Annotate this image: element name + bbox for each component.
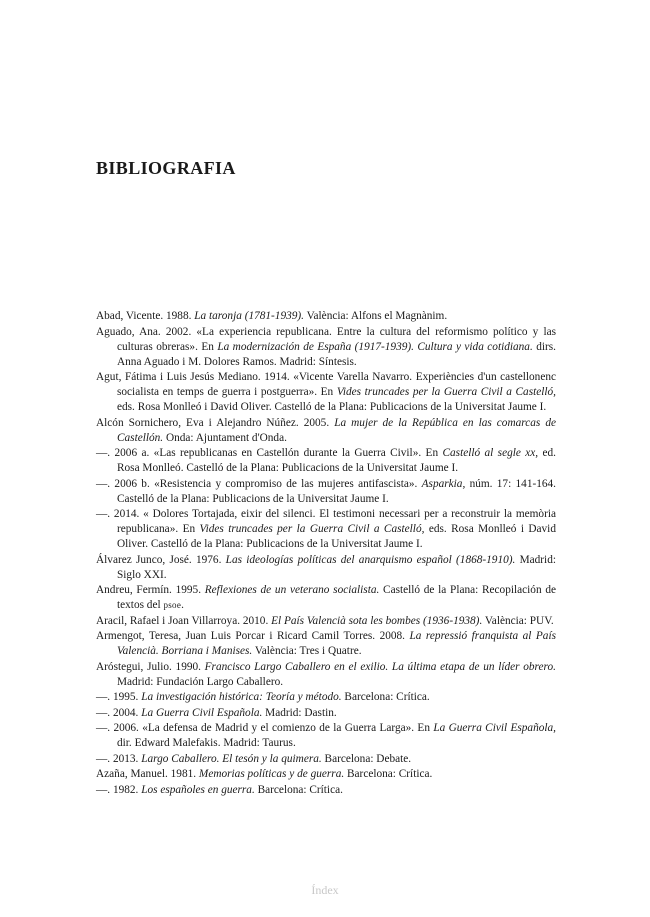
entry-text: —. 2004. [96,706,142,719]
entry-title: Memorias políticas y de guerra. [198,768,345,780]
entry-text: Barcelona: Debate. [321,752,412,765]
entry-text: Barcelona: Crítica. [344,768,433,780]
entry-text: . [181,599,184,611]
entry-text: València: Alfons el Magnànim. [304,310,448,322]
entry-text: eds. Rosa Monlleó i David Oliver. Castelló de la Plana: Publicacions de la Universitat Jaume I. [117,401,547,413]
bibliography-entry [96,706,556,721]
entry-text: —. 1982. [96,783,142,796]
entry-text: dir. Edward Malefakis. Madrid: Taurus. [117,737,296,749]
bibliography-entry [96,507,556,552]
bibliography-entry [96,690,556,705]
index-link[interactable]: Índex [311,883,339,897]
entry-text: dirs. Anna Aguado i M. Dolores Ramos. Madrid: Síntesis. [117,340,556,368]
small-caps-acronym: psoe [163,600,182,610]
entry-title: Vides truncades per la Guerra Civil a Castelló, [199,523,425,535]
entry-text: Madrid: Siglo XXI. [117,553,556,581]
entry-title: La mujer de la República en las comarcas de Castellón. [117,416,556,444]
entry-title: La repressió franquista al País Valencià. Borriana i Manises. [117,630,556,657]
entry-text: València: Tres i Quatre. [252,645,362,657]
bibliography-entry [96,614,556,629]
entry-text: Madrid: Fundación Largo Caballero. [117,675,284,688]
entry-text: Álvarez Junco, José. 1976. [96,553,226,566]
entry-title: Los españoles en guerra. [141,783,255,796]
entry-title: La modernización de España (1917-1939). Cultura y vida cotidiana. [217,340,533,353]
entry-text: núm. 17: 141-164. Castelló de la Plana: Publicacions de la Universitat Jaume I. [117,477,556,505]
bibliography-entry [96,477,556,507]
entry-text: Alcón Sornichero, Eva i Alejandro Núñez. 2005. [96,416,335,429]
entry-text: Azaña, Manuel. 1981. [96,768,199,780]
bibliography-entry [96,325,556,370]
entry-text: —. 2006. «La defensa de Madrid y el comienzo de la Guerra Larga». En [96,722,434,734]
bibliography-entry [96,416,556,446]
entry-text: Aguado, Ana. 2002. «La experiencia republicana. Entre la cultura del reformismo político y las culturas obreras». En [96,325,556,353]
entry-text: Aróstegui, Julio. 1990. [96,660,205,673]
entry-text: —. 2006 a. «Las republicanas en Castellón durante la Guerra Civil». En [96,447,443,459]
bibliography-entry [96,721,556,751]
bibliography-entry [96,446,556,476]
bibliography-entry [96,783,556,798]
entry-title: Francisco Largo Caballero en el exilio. La última etapa de un líder obrero. [204,660,556,673]
entry-text: Aracil, Rafael i Joan Villarroya. 2010. [96,614,272,627]
entry-title: La investigación histórica: Teoría y método. [141,691,342,703]
entry-text: Abad, Vicente. 1988. [96,310,195,322]
entry-title: Castelló al segle xx, [442,447,539,459]
entry-title: Reflexiones de un veterano socialista. [204,584,380,596]
bibliography-entry [96,309,556,324]
entry-text: Onda: Ajuntament d'Onda. [163,431,287,444]
bibliography-entry [96,553,556,583]
entry-text: Barcelona: Crítica. [254,783,343,796]
entry-text: —. 2014. « Dolores Tortajada, eixir del silenci. El testimoni necessari per a reconstruir la memòria republicana». En [96,508,556,535]
entry-text: ed. Rosa Monlleó. Castelló de la Plana: Publicacions de la Universitat Jaume I. [117,447,557,474]
entry-text: Castelló de la Plana: Recopilación de textos del [117,584,556,611]
entry-text: Madrid: Dastin. [262,706,337,719]
entry-title: Largo Caballero. El tesón y la quimera. [141,752,322,765]
entry-text: València: PUV. [482,614,554,627]
bibliography-entry [96,767,556,782]
page-title: BIBLIOGRAFIA [96,158,236,178]
entry-title: La taronja (1781-1939). [194,310,304,322]
entry-text: Armengot, Teresa, Juan Luis Porcar i Ricard Camil Torres. 2008. [96,630,410,642]
entry-title: Vides truncades per la Guerra Civil a Castelló, [336,386,556,398]
entry-text: —. 1995. [96,691,142,703]
entry-title: Las ideologías políticas del anarquismo español (1868-1910). [225,553,516,566]
bibliography-entry [96,583,556,613]
bibliography-entry [96,752,556,767]
entry-text: eds. Rosa Monlleó i David Oliver. Castelló de la Plana: Publicacions de la Universitat Jaume I. [117,523,556,550]
entry-text: Andreu, Fermín. 1995. [96,584,205,596]
entry-text: —. 2006 b. «Resistencia y compromiso de las mujeres antifascista». [96,477,422,490]
bibliography-list [96,309,556,798]
entry-title: La Guerra Civil Española, [433,722,556,734]
bibliography-entry [96,370,556,415]
bibliography-entry [96,660,556,690]
entry-title: La Guerra Civil Española. [141,706,263,719]
entry-title: Asparkia, [421,477,466,490]
entry-title: El País Valencià sota les bombes (1936-1938). [271,614,483,627]
entry-text: —. 2013. [96,752,142,765]
entry-text: Barcelona: Crítica. [341,691,430,703]
bibliography-entry [96,629,556,659]
entry-text: Agut, Fátima i Luis Jesús Mediano. 1914. «Vicente Varella Navarro. Experiències d'un castellonenc socialista en temps de guerra i postguerra». En [96,371,556,398]
